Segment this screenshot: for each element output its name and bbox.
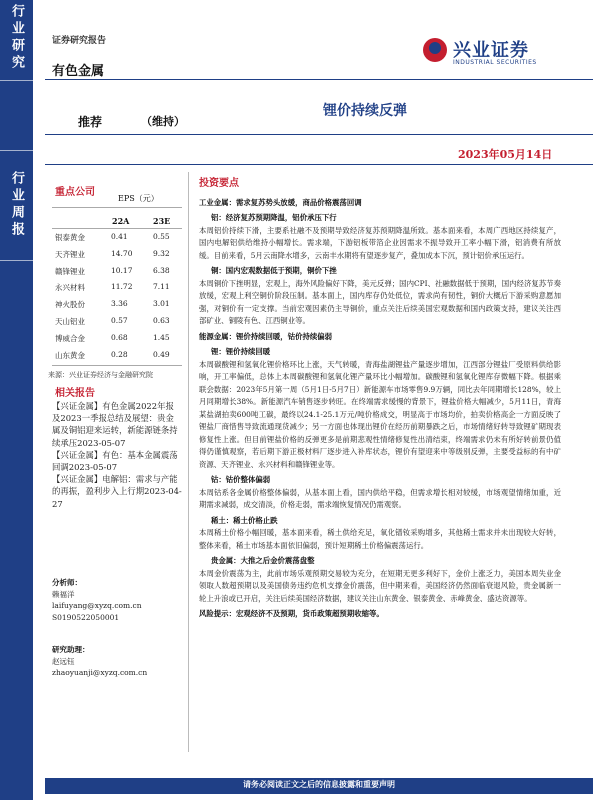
report-date: 2023年05月14日 <box>458 148 553 161</box>
table-cell: 永兴材料 <box>55 283 85 293</box>
key-companies-title: 重点公司 <box>55 187 95 198</box>
paragraph: 本周稀土价格小幅回暖，基本面来看，稀土供给充足，氧化镨钕采购增多，其他稀土需求并未出现较大好转，整体来看，稀土市场基本面依旧偏弱，预计短期稀土价格偏震荡运行。 <box>199 528 561 550</box>
related-report-item[interactable]: 【兴证金属】电解铝：需求与产能的再振，盈利步入上行期2023-04-27 <box>52 474 182 509</box>
table-cell: 0.28 <box>111 349 128 359</box>
sub-heading: 锂：锂价持续回暖 <box>211 347 271 356</box>
paragraph: 本周钴系各金属价格整体偏弱，从基本面上看，国内供给平稳，但需求增长相对较缓，市场观望情绪加重，近期需求减弱，成交清淡，价格走弱，需求端恢复情况仍需观察。 <box>199 487 561 509</box>
table-cell: 3.01 <box>153 299 170 309</box>
main-content <box>199 178 561 621</box>
footer-bar <box>45 778 593 794</box>
table-row <box>55 316 185 328</box>
table-row <box>55 266 185 278</box>
table-cell: 9.32 <box>153 248 170 258</box>
analyst-email[interactable]: laifuyang@xyzq.com.cn <box>52 601 142 610</box>
table-cell: 银泰黄金 <box>55 233 85 242</box>
table-cell: 山东黄金 <box>55 350 85 360</box>
sub-heading: 钴：钴价整体偏弱 <box>211 475 271 484</box>
paragraph: 本周铝价持续下滑，主要系社融不及预期导致经济复苏预期降温所致。基本面来看，本周广西地区持续复产，国内电解铝供给维持小幅增长。需求端，下游铝板带箔企业因需求不振导致开工率小幅下滑，铝消费有所放缓。目前来看，5月云南降水增多，云南丰水期将有望逐步复产，叠加成本下沉，预计铝价承压运行。 <box>199 225 561 260</box>
column-header: 23E <box>153 216 171 226</box>
table-cell: 博威合金 <box>55 333 85 343</box>
table-cell: 天齐锂业 <box>55 249 85 259</box>
logo-en-text: INDUSTRIAL SECURITIES <box>453 59 537 66</box>
table-row <box>55 232 185 244</box>
column-divider <box>188 172 189 752</box>
analyst-name: 赖福洋 <box>52 589 75 599</box>
investment-points-body <box>199 197 561 621</box>
assistant-email[interactable]: zhaoyuanji@xyzq.com.cn <box>52 668 148 677</box>
table-rule <box>52 228 182 229</box>
table-cell: 1.45 <box>153 332 170 342</box>
bullet-heading: 能源金属：锂价持续回暖，钴价持续偏弱 <box>199 331 333 341</box>
table-cell: 神火股份 <box>55 300 85 310</box>
table-cell: 10.17 <box>111 265 133 275</box>
table-cell: 0.57 <box>111 316 128 325</box>
table-cell: 0.63 <box>153 316 170 325</box>
rating-maintain: （维持） <box>141 115 185 128</box>
eps-header: EPS（元） <box>118 194 159 203</box>
header-rule <box>45 164 593 165</box>
table-row <box>55 299 185 311</box>
table-row <box>55 350 185 362</box>
column-header: 22A <box>112 216 130 226</box>
related-report-item[interactable]: 【兴证金属】有色：基本金属震荡回调2023-05-07 <box>52 449 178 473</box>
bullet-heading: 风险提示：宏观经济不及预期，货币政策超预期收缩等。 <box>199 609 384 618</box>
sidebar-mid-label: 行业周报 <box>9 171 24 239</box>
sub-heading: 稀土：稀土价格止跌 <box>211 515 278 525</box>
table-cell: 0.55 <box>153 232 170 241</box>
logo-emblem-icon <box>423 38 447 62</box>
table-cell: 6.38 <box>153 265 170 275</box>
sub-heading: 铜：国内宏观数据低于预期，铜价下挫 <box>211 266 337 275</box>
table-rule <box>52 365 182 366</box>
rating: 推荐 <box>78 115 103 129</box>
related-reports-list <box>52 400 182 510</box>
table-row <box>55 282 185 294</box>
table-cell: 3.36 <box>111 299 128 309</box>
table-cell: 0.41 <box>111 232 128 241</box>
table-cell: 14.70 <box>111 248 133 258</box>
table-cell: 天山铝业 <box>55 317 85 326</box>
table-cell: 7.11 <box>153 282 170 292</box>
assistant-block <box>52 644 182 679</box>
paragraph: 本周金价震荡为主，此前市场乐观预期交易较为充分，在短期无更多利好下，金价上涨乏力，美国本周失业金领取人数超预期以及美国债务违约危机支撑金价震荡，但中期来看，美国经济仍然面临衰退风险，贵金属新一轮上升浪或已开启，关注后续美国经济数据，建议关注山东黄金、银泰黄金、赤峰黄金、盛达资源等。 <box>199 568 561 603</box>
analyst-block <box>52 577 182 623</box>
sidebar-divider <box>0 80 33 81</box>
table-cell: 0.49 <box>153 349 170 359</box>
table-cell: 赣锋锂业 <box>55 266 85 276</box>
related-reports-title: 相关报告 <box>55 388 95 399</box>
sidebar-divider <box>0 150 33 151</box>
bullet-heading: 工业金属：需求复苏势头放缓，商品价格震荡回调 <box>199 197 362 207</box>
footer-disclaimer: 请务必阅读正文之后的信息披露和重要声明 <box>243 779 395 789</box>
sidebar-divider <box>0 260 33 261</box>
paragraph: 本周铜价下挫明显，宏观上，海外风险偏好下降，美元反弹；国内CPI、社融数据低于预期，国内经济复苏节奏放缓，宏观上利空铜价阶段压制。基本面上，国内库存仍处低位，需求尚有韧性，铜价大概后下游采购意愿加强，对铜价有一定支撑。当前宏观因素仍主导铜价，重点关注后续美国宏观数据和国内政策支持，建议关注西部矿业、铜陵有色、江西铜业等。 <box>199 278 561 325</box>
analyst-cert: S0190522050001 <box>52 612 120 622</box>
sub-heading: 贵金属：大推之后金价震荡盘整 <box>211 556 315 565</box>
sidebar-top-label: 行业研究 <box>9 3 24 72</box>
assistant-name: 赵远钰 <box>52 656 75 666</box>
table-rule <box>52 207 182 208</box>
report-type: 证券研究报告 <box>52 36 107 46</box>
header-rule <box>45 134 593 135</box>
paragraph: 本周碳酸锂和氢氧化锂价格环比上涨，天气转暖，青海盐湖锂盐产量逐步增加，江西部分锂盐厂受原料供给影响，开工率偏低，总体上本周碳酸锂和氢氧化锂产量环比小幅增加。碳酸锂和氢氧化锂库存微幅下降。根据乘联会数据：2023年5月第一周（5月1日-5月7日）新能源车市场零售9.9万辆，同比去年同期增长128%，较上月同期增长38%。新能源汽车销售逐步转旺。在终端需求缓慢的背景下，锂盐价格大幅减少，5月11日，青海某盐湖拍卖600吨工碳，最终以24.1-25.1万元/吨价格成交，明显高于市场均价，拍卖价格高企一方面反映了锂盐厂商惜售导致流通现货减少；另一方面也体现出锂价在经历前期暴跌之后，市场情绪好转导致锂矿期现表修复性上涨。但目前锂盐价格的反弹更多是前期悲观性情绪修复性出清结束，终端需求仍未有所好转前景仍值得仍谨慎观察，若后期下游正极材料厂逐步进入补库状态，锂价有望迎来中等级别反弹，主要受益标的有中矿资源、天齐锂业、永兴材料和赣锋锂业等。 <box>199 359 561 469</box>
investment-points-title: 投资要点 <box>199 178 239 189</box>
analyst-label: 分析师： <box>52 578 82 587</box>
company-logo <box>423 38 583 72</box>
table-row <box>55 333 185 345</box>
sub-heading: 铝：经济复苏预期降温，铝价承压下行 <box>211 213 337 222</box>
table-row <box>55 249 185 261</box>
related-report-item[interactable]: 【兴证金属】有色金属2022年报及2023一季报总结及展望：贵金属及铜铝迎来运转，新能源链条持续承压2023-05-07 <box>52 401 178 448</box>
assistant-label: 研究助理： <box>52 645 90 654</box>
industry-name: 有色金属 <box>52 64 105 79</box>
table-source: 来源：兴业证券经济与金融研究院 <box>48 371 153 379</box>
table-cell: 11.72 <box>111 282 133 292</box>
logo-cn-text: 兴业证券 <box>453 40 529 61</box>
report-title: 锂价持续反弹 <box>323 103 407 119</box>
left-sidebar <box>0 0 33 800</box>
header-rule <box>45 79 593 80</box>
table-cell: 0.68 <box>111 332 128 342</box>
